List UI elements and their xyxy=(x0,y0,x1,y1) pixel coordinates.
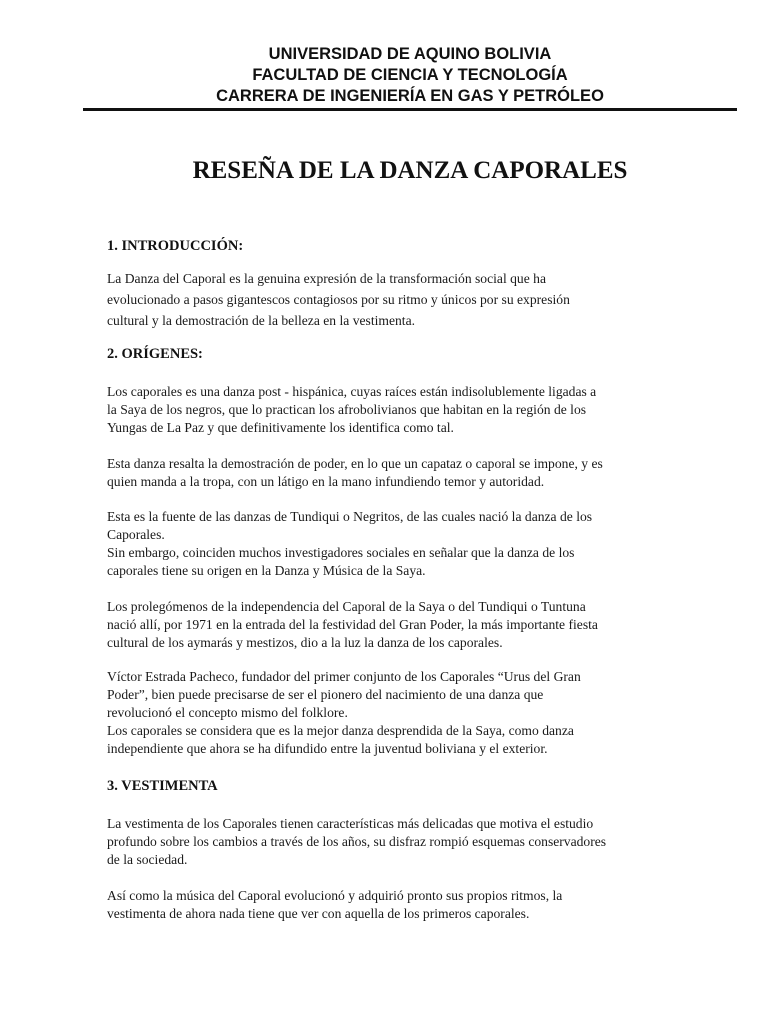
paragraph-line: Víctor Estrada Pacheco, fundador del primer conjunto de los Caporales “Urus del Gran xyxy=(107,669,581,684)
paragraph-line: Caporales. xyxy=(107,527,165,542)
paragraph-vestimenta-1 xyxy=(107,815,606,869)
university-name: UNIVERSIDAD DE AQUINO BOLIVIA xyxy=(268,45,552,63)
section-heading-introduccion: 1. INTRODUCCIÓN: xyxy=(107,238,244,254)
document-header xyxy=(84,44,736,107)
paragraph-line: Los caporales es una danza post - hispánica, cuyas raíces están indisolublemente ligadas a xyxy=(107,384,597,399)
document-title: RESEÑA DE LA DANZA CAPORALES xyxy=(192,157,628,184)
paragraph-vestimenta-2 xyxy=(107,887,562,923)
paragraph-line: La vestimenta de los Caporales tienen características más delicadas que motiva el estudio xyxy=(107,816,594,831)
paragraph-origenes-4 xyxy=(107,598,598,652)
paragraph-line: profundo sobre los cambios a través de los años, su disfraz rompió esquemas conservadores xyxy=(107,834,607,849)
paragraph-line: vestimenta de ahora nada tiene que ver con aquella de los primeros caporales. xyxy=(107,906,530,921)
paragraph-line: de la sociedad. xyxy=(107,852,188,867)
paragraph-line: Poder”, bien puede precisarse de ser el pionero del nacimiento de una danza que xyxy=(107,687,544,702)
paragraph-line: nació allí, por 1971 en la entrada del la festividad del Gran Poder, la más importante fiesta xyxy=(107,617,598,632)
paragraph-line: Así como la música del Caporal evolucionó y adquirió pronto sus propios ritmos, la xyxy=(107,888,563,903)
paragraph-line: Los caporales se considera que es la mejor danza desprendida de la Saya, como danza xyxy=(107,723,574,738)
section-heading-origenes: 2. ORÍGENES: xyxy=(107,346,203,362)
paragraph-line: Esta es la fuente de las danzas de Tundiqui o Negritos, de las cuales nació la danza de los xyxy=(107,509,593,524)
career-name: CARRERA DE INGENIERÍA EN GAS Y PETRÓLEO xyxy=(216,87,604,105)
paragraph-introduccion xyxy=(107,268,570,331)
paragraph-line: Yungas de La Paz y que definitivamente los identifica como tal. xyxy=(107,420,454,435)
paragraph-line: Sin embargo, coinciden muchos investigadores sociales en señalar que la danza de los xyxy=(107,545,575,560)
paragraph-line: caporales tiene su origen en la Danza y Música de la Saya. xyxy=(107,563,426,578)
paragraph-line: cultural de los aymarás y mestizos, dio a la luz la danza de los caporales. xyxy=(107,635,503,650)
paragraph-line: cultural y la demostración de la belleza en la vestimenta. xyxy=(107,313,415,328)
paragraph-line: independiente que ahora se ha difundido entre la juventud boliviana y el exterior. xyxy=(107,741,548,756)
paragraph-line: Los prolegómenos de la independencia del Caporal de la Saya o del Tundiqui o Tuntuna xyxy=(107,599,586,614)
paragraph-line: quien manda a la tropa, con un látigo en la mano infundiendo temor y autoridad. xyxy=(107,474,545,489)
paragraph-origenes-1 xyxy=(107,383,596,437)
paragraph-origenes-3 xyxy=(107,508,592,580)
paragraph-line: evolucionado a pasos gigantescos contagiosos por su ritmo y únicos por su expresión xyxy=(107,292,570,307)
paragraph-line: revolucionó el concepto mismo del folklore. xyxy=(107,705,348,720)
section-heading-vestimenta: 3. VESTIMENTA xyxy=(107,778,218,794)
faculty-name: FACULTAD DE CIENCIA Y TECNOLOGÍA xyxy=(252,66,568,84)
paragraph-origenes-5 xyxy=(107,668,581,758)
paragraph-origenes-2 xyxy=(107,455,603,491)
header-divider xyxy=(83,108,737,111)
paragraph-line: La Danza del Caporal es la genuina expresión de la transformación social que ha xyxy=(107,271,546,286)
paragraph-line: Esta danza resalta la demostración de poder, en lo que un capataz o caporal se impone, y es xyxy=(107,456,603,471)
paragraph-line: la Saya de los negros, que lo practican los afrobolivianos que habitan en la región de los xyxy=(107,402,587,417)
